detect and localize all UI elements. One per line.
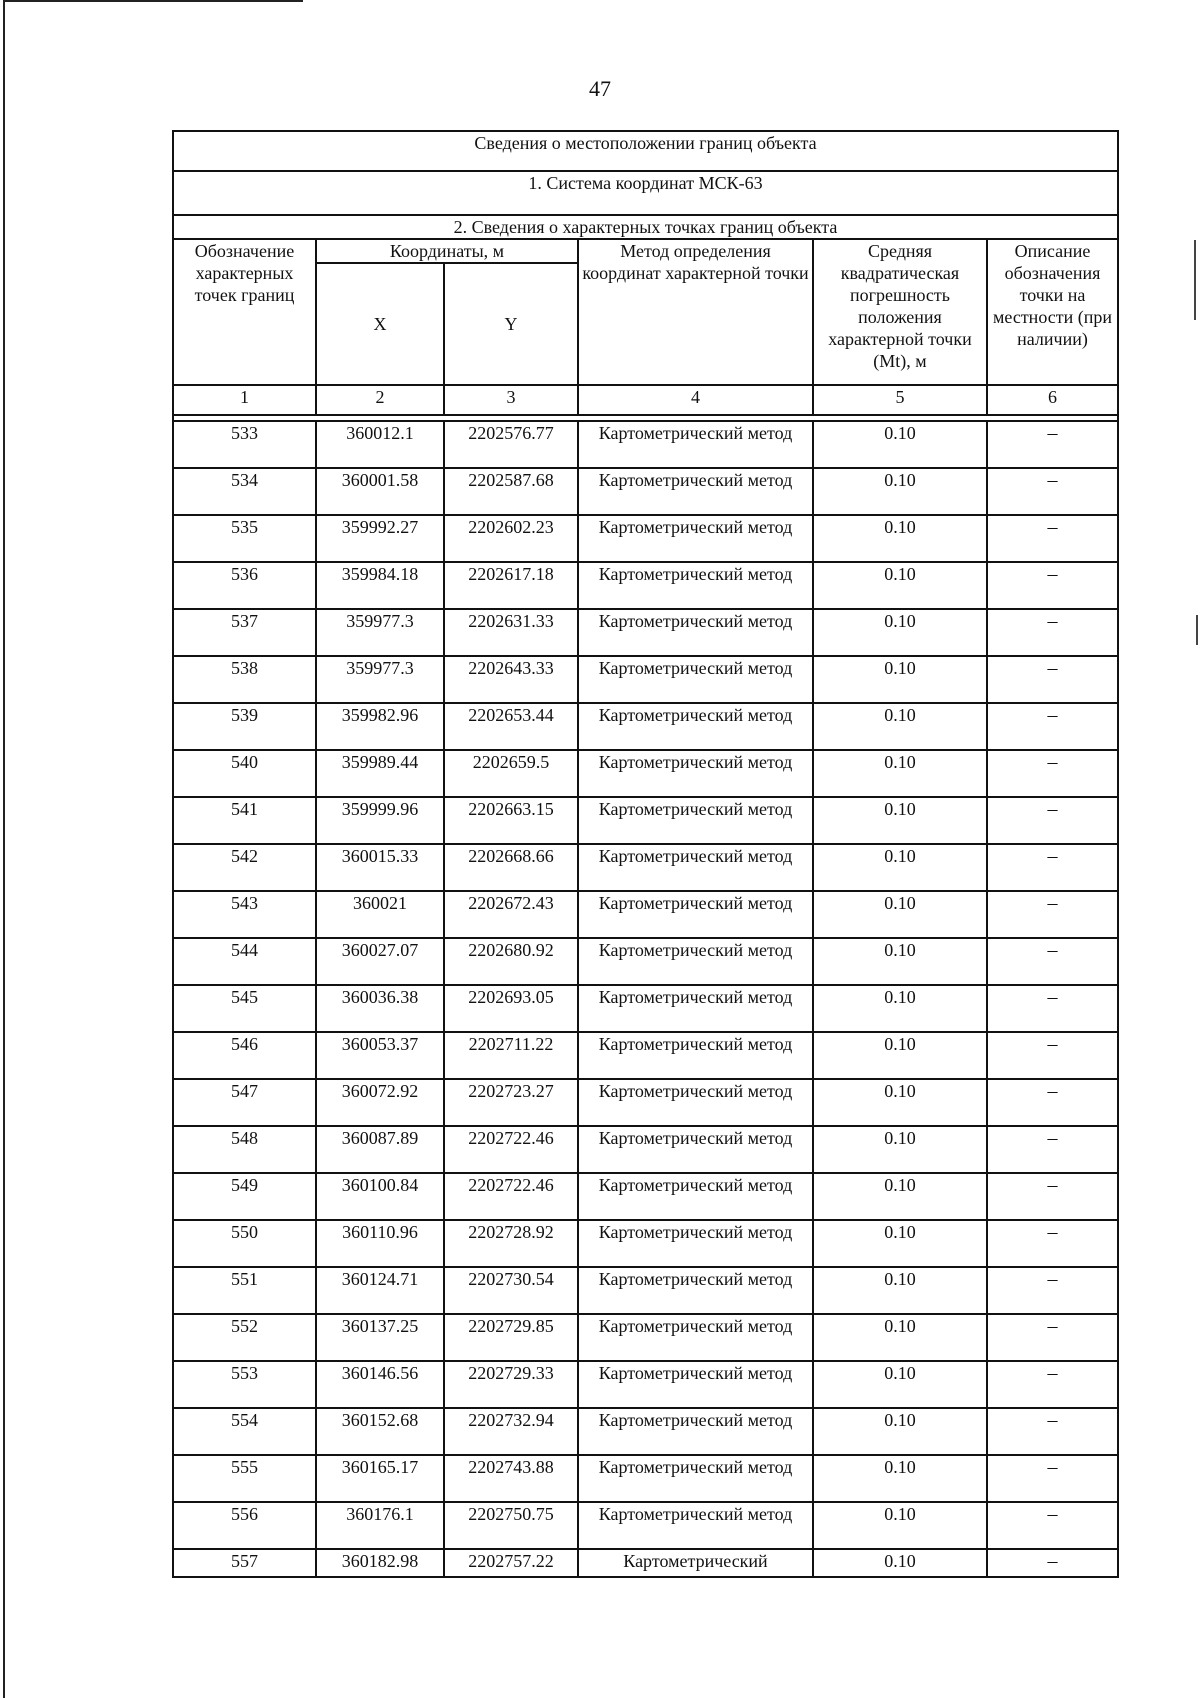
cell-error: 0.10 [813, 1267, 987, 1314]
scan-mark [1196, 615, 1198, 645]
cell-error: 0.10 [813, 1126, 987, 1173]
cell-y: 2202729.33 [444, 1361, 578, 1408]
cell-method: Картометрический метод [578, 985, 813, 1032]
cell-dash: – [987, 985, 1118, 1032]
cell-y: 2202757.22 [444, 1549, 578, 1577]
cell-x: 360001.58 [316, 468, 444, 515]
header-y: Y [444, 263, 578, 385]
table-row [173, 1032, 1118, 1079]
header-method: Метод определения координат характерной точки [578, 239, 813, 385]
cell-error: 0.10 [813, 562, 987, 609]
cell-y: 2202723.27 [444, 1079, 578, 1126]
column-number: 3 [444, 385, 578, 415]
cell-point-id: 555 [173, 1455, 316, 1502]
cell-error: 0.10 [813, 1502, 987, 1549]
cell-y: 2202631.33 [444, 609, 578, 656]
cell-dash: – [987, 1267, 1118, 1314]
table-title-row [173, 131, 1118, 171]
table-row [173, 656, 1118, 703]
cell-x: 359977.3 [316, 609, 444, 656]
cell-method: Картометрический метод [578, 1408, 813, 1455]
cell-method: Картометрический метод [578, 703, 813, 750]
scan-border-top [3, 0, 303, 2]
cell-y: 2202750.75 [444, 1502, 578, 1549]
cell-error: 0.10 [813, 1220, 987, 1267]
cell-x: 360072.92 [316, 1079, 444, 1126]
header-point-designation: Обозначение характерных точек границ [173, 239, 316, 385]
cell-point-id: 553 [173, 1361, 316, 1408]
cell-dash: – [987, 1220, 1118, 1267]
cell-error: 0.10 [813, 1173, 987, 1220]
scan-border-left [3, 0, 5, 1698]
cell-y: 2202722.46 [444, 1126, 578, 1173]
table-row [173, 1314, 1118, 1361]
cell-error: 0.10 [813, 891, 987, 938]
scan-mark [1194, 240, 1196, 320]
cell-dash: – [987, 1502, 1118, 1549]
cell-point-id: 541 [173, 797, 316, 844]
header-description: Описание обозначения точки на местности (при наличии) [987, 239, 1118, 385]
cell-error: 0.10 [813, 1079, 987, 1126]
cell-method: Картометрический метод [578, 1032, 813, 1079]
coordinate-system-row [173, 171, 1118, 215]
cell-dash: – [987, 1361, 1118, 1408]
cell-point-id: 554 [173, 1408, 316, 1455]
cell-x: 360036.38 [316, 985, 444, 1032]
boundary-points-table [172, 130, 1119, 1578]
table-row [173, 609, 1118, 656]
cell-point-id: 549 [173, 1173, 316, 1220]
cell-method: Картометрический метод [578, 1502, 813, 1549]
cell-method: Картометрический метод [578, 1079, 813, 1126]
table-row [173, 1173, 1118, 1220]
column-number: 5 [813, 385, 987, 415]
cell-method: Картометрический метод [578, 938, 813, 985]
cell-method: Картометрический метод [578, 1455, 813, 1502]
table-row [173, 1267, 1118, 1314]
cell-y: 2202728.92 [444, 1220, 578, 1267]
cell-error: 0.10 [813, 1032, 987, 1079]
cell-y: 2202617.18 [444, 562, 578, 609]
table-row [173, 1502, 1118, 1549]
cell-error: 0.10 [813, 1408, 987, 1455]
table-row [173, 1126, 1118, 1173]
table-title: Сведения о местоположении границ объекта [173, 131, 1118, 171]
cell-dash: – [987, 1408, 1118, 1455]
cell-point-id: 557 [173, 1549, 316, 1577]
cell-x: 360087.89 [316, 1126, 444, 1173]
table-row [173, 1220, 1118, 1267]
cell-error: 0.10 [813, 1455, 987, 1502]
cell-dash: – [987, 891, 1118, 938]
cell-point-id: 542 [173, 844, 316, 891]
cell-dash: – [987, 1079, 1118, 1126]
table-row [173, 750, 1118, 797]
cell-x: 359992.27 [316, 515, 444, 562]
cell-x: 359984.18 [316, 562, 444, 609]
cell-point-id: 544 [173, 938, 316, 985]
cell-error: 0.10 [813, 985, 987, 1032]
header-error: Средняя квадратическая погрешность положения характерной точки (Mt), м [813, 239, 987, 385]
cell-error: 0.10 [813, 1361, 987, 1408]
table-row [173, 703, 1118, 750]
cell-point-id: 550 [173, 1220, 316, 1267]
cell-y: 2202663.15 [444, 797, 578, 844]
table-row [173, 1549, 1118, 1577]
table-row [173, 1408, 1118, 1455]
cell-x: 360015.33 [316, 844, 444, 891]
cell-point-id: 539 [173, 703, 316, 750]
column-number: 1 [173, 385, 316, 415]
cell-dash: – [987, 1173, 1118, 1220]
cell-y: 2202602.23 [444, 515, 578, 562]
cell-point-id: 547 [173, 1079, 316, 1126]
column-number: 4 [578, 385, 813, 415]
cell-x: 359989.44 [316, 750, 444, 797]
cell-point-id: 538 [173, 656, 316, 703]
cell-x: 360021 [316, 891, 444, 938]
cell-error: 0.10 [813, 797, 987, 844]
cell-method: Картометрический метод [578, 562, 813, 609]
cell-error: 0.10 [813, 468, 987, 515]
table-row [173, 797, 1118, 844]
cell-method: Картометрический метод [578, 515, 813, 562]
cell-method: Картометрический метод [578, 844, 813, 891]
cell-dash: – [987, 1314, 1118, 1361]
cell-dash: – [987, 468, 1118, 515]
table-row [173, 562, 1118, 609]
cell-dash: – [987, 1455, 1118, 1502]
cell-dash: – [987, 938, 1118, 985]
cell-x: 360012.1 [316, 421, 444, 468]
table-row [173, 468, 1118, 515]
cell-error: 0.10 [813, 656, 987, 703]
cell-method: Картометрический метод [578, 656, 813, 703]
section-heading: 2. Сведения о характерных точках границ объекта [173, 215, 1118, 239]
cell-y: 2202672.43 [444, 891, 578, 938]
cell-y: 2202587.68 [444, 468, 578, 515]
table-row [173, 1079, 1118, 1126]
cell-point-id: 551 [173, 1267, 316, 1314]
cell-method: Картометрический метод [578, 750, 813, 797]
column-number: 2 [316, 385, 444, 415]
cell-x: 360182.98 [316, 1549, 444, 1577]
cell-x: 360053.37 [316, 1032, 444, 1079]
cell-y: 2202743.88 [444, 1455, 578, 1502]
header-row [173, 239, 1118, 263]
cell-x: 360124.71 [316, 1267, 444, 1314]
table-row [173, 938, 1118, 985]
cell-point-id: 552 [173, 1314, 316, 1361]
cell-y: 2202730.54 [444, 1267, 578, 1314]
cell-dash: – [987, 750, 1118, 797]
cell-point-id: 556 [173, 1502, 316, 1549]
column-numbers-row [173, 385, 1118, 415]
cell-error: 0.10 [813, 1314, 987, 1361]
cell-x: 360165.17 [316, 1455, 444, 1502]
cell-dash: – [987, 844, 1118, 891]
table-row [173, 891, 1118, 938]
cell-y: 2202732.94 [444, 1408, 578, 1455]
cell-error: 0.10 [813, 421, 987, 468]
cell-point-id: 548 [173, 1126, 316, 1173]
cell-x: 359977.3 [316, 656, 444, 703]
cell-x: 360176.1 [316, 1502, 444, 1549]
cell-point-id: 536 [173, 562, 316, 609]
cell-y: 2202643.33 [444, 656, 578, 703]
cell-x: 359999.96 [316, 797, 444, 844]
cell-point-id: 534 [173, 468, 316, 515]
cell-point-id: 545 [173, 985, 316, 1032]
cell-method: Картометрический метод [578, 1361, 813, 1408]
header-x: X [316, 263, 444, 385]
cell-dash: – [987, 797, 1118, 844]
cell-dash: – [987, 1126, 1118, 1173]
cell-dash: – [987, 421, 1118, 468]
cell-x: 360137.25 [316, 1314, 444, 1361]
cell-method: Картометрический [578, 1549, 813, 1577]
table-row [173, 515, 1118, 562]
cell-point-id: 537 [173, 609, 316, 656]
cell-method: Картометрический метод [578, 609, 813, 656]
cell-x: 360027.07 [316, 938, 444, 985]
cell-x: 360110.96 [316, 1220, 444, 1267]
cell-dash: – [987, 562, 1118, 609]
cell-x: 360152.68 [316, 1408, 444, 1455]
cell-dash: – [987, 656, 1118, 703]
coordinate-system: 1. Система координат МСК-63 [173, 171, 1118, 215]
cell-method: Картометрический метод [578, 1126, 813, 1173]
table-row [173, 1361, 1118, 1408]
cell-error: 0.10 [813, 703, 987, 750]
table-row [173, 844, 1118, 891]
cell-error: 0.10 [813, 938, 987, 985]
cell-error: 0.10 [813, 515, 987, 562]
cell-method: Картометрический метод [578, 1267, 813, 1314]
cell-error: 0.10 [813, 844, 987, 891]
table-row [173, 985, 1118, 1032]
cell-y: 2202729.85 [444, 1314, 578, 1361]
cell-y: 2202722.46 [444, 1173, 578, 1220]
cell-dash: – [987, 1032, 1118, 1079]
section-heading-row [173, 215, 1118, 239]
cell-y: 2202659.5 [444, 750, 578, 797]
page-number: 47 [589, 76, 611, 101]
cell-dash: – [987, 1549, 1118, 1577]
cell-method: Картометрический метод [578, 468, 813, 515]
header-coordinates: Координаты, м [316, 239, 578, 263]
cell-y: 2202680.92 [444, 938, 578, 985]
cell-method: Картометрический метод [578, 797, 813, 844]
cell-method: Картометрический метод [578, 1314, 813, 1361]
cell-point-id: 540 [173, 750, 316, 797]
cell-dash: – [987, 703, 1118, 750]
column-number: 6 [987, 385, 1118, 415]
cell-error: 0.10 [813, 1549, 987, 1577]
cell-y: 2202576.77 [444, 421, 578, 468]
cell-y: 2202693.05 [444, 985, 578, 1032]
cell-point-id: 535 [173, 515, 316, 562]
cell-method: Картометрический метод [578, 421, 813, 468]
cell-x: 360100.84 [316, 1173, 444, 1220]
cell-y: 2202653.44 [444, 703, 578, 750]
table-row [173, 1455, 1118, 1502]
cell-point-id: 543 [173, 891, 316, 938]
cell-y: 2202711.22 [444, 1032, 578, 1079]
cell-error: 0.10 [813, 750, 987, 797]
cell-dash: – [987, 515, 1118, 562]
table-row [173, 421, 1118, 468]
cell-method: Картометрический метод [578, 891, 813, 938]
cell-y: 2202668.66 [444, 844, 578, 891]
cell-method: Картометрический метод [578, 1173, 813, 1220]
cell-dash: – [987, 609, 1118, 656]
cell-x: 359982.96 [316, 703, 444, 750]
cell-method: Картометрический метод [578, 1220, 813, 1267]
cell-error: 0.10 [813, 609, 987, 656]
cell-point-id: 533 [173, 421, 316, 468]
cell-x: 360146.56 [316, 1361, 444, 1408]
cell-point-id: 546 [173, 1032, 316, 1079]
